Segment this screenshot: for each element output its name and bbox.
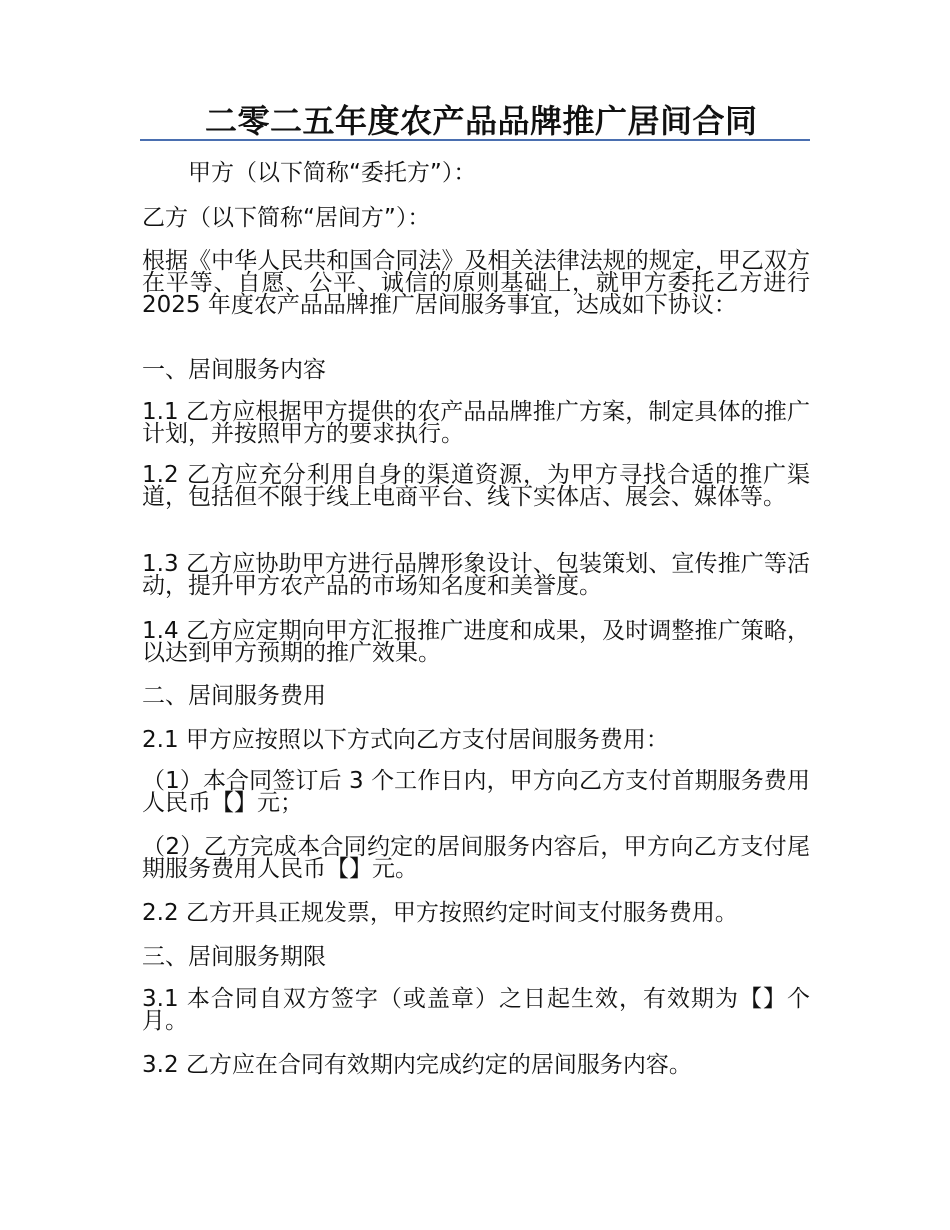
clause-2-1-item-2: （2）乙方完成本合同约定的居间服务内容后，甲方向乙方支付尾期服务费用人民币【】元。 bbox=[142, 834, 810, 882]
clause-2-1: 2.1 甲方应按照以下方式向乙方支付居间服务费用： bbox=[142, 727, 669, 753]
section-heading-3: 三、居间服务期限 bbox=[142, 944, 326, 970]
clause-1-1: 1.1 乙方应根据甲方提供的农产品品牌推广方案，制定具体的推广计划，并按照甲方的要求执行。 bbox=[142, 399, 810, 447]
document-title: 二零二五年度农产品品牌推广居间合同 bbox=[205, 102, 758, 140]
party-b-line: 乙方（以下简称“居间方”）： bbox=[142, 205, 431, 231]
clause-3-1: 3.1 本合同自双方签字（或盖章）之日起生效，有效期为【】个月。 bbox=[142, 986, 810, 1034]
title-underline bbox=[140, 139, 810, 141]
clause-2-1-item-1: （1）本合同签订后 3 个工作日内，甲方向乙方支付首期服务费用人民币【】元； bbox=[142, 768, 810, 816]
clause-3-2: 3.2 乙方应在合同有效期内完成约定的居间服务内容。 bbox=[142, 1052, 692, 1078]
clause-2-2: 2.2 乙方开具正规发票，甲方按照约定时间支付服务费用。 bbox=[142, 900, 738, 926]
section-heading-2: 二、居间服务费用 bbox=[142, 683, 326, 709]
section-heading-1: 一、居间服务内容 bbox=[142, 357, 326, 383]
preamble-paragraph: 根据《中华人民共和国合同法》及相关法律法规的规定，甲乙双方在平等、自愿、公平、诚信的原则基础上，就甲方委托乙方进行 2025 年度农产品品牌推广居间服务事宜，达成如下协议： bbox=[142, 248, 810, 318]
clause-1-4: 1.4 乙方应定期向甲方汇报推广进度和成果，及时调整推广策略，以达到甲方预期的推广效果。 bbox=[142, 618, 810, 666]
clause-1-2: 1.2 乙方应充分利用自身的渠道资源，为甲方寻找合适的推广渠道，包括但不限于线上电商平台、线下实体店、展会、媒体等。 bbox=[142, 462, 810, 510]
clause-1-3: 1.3 乙方应协助甲方进行品牌形象设计、包装策划、宣传推广等活动，提升甲方农产品的市场知名度和美誉度。 bbox=[142, 551, 810, 599]
party-a-line: 甲方（以下简称“委托方”）： bbox=[188, 160, 477, 186]
